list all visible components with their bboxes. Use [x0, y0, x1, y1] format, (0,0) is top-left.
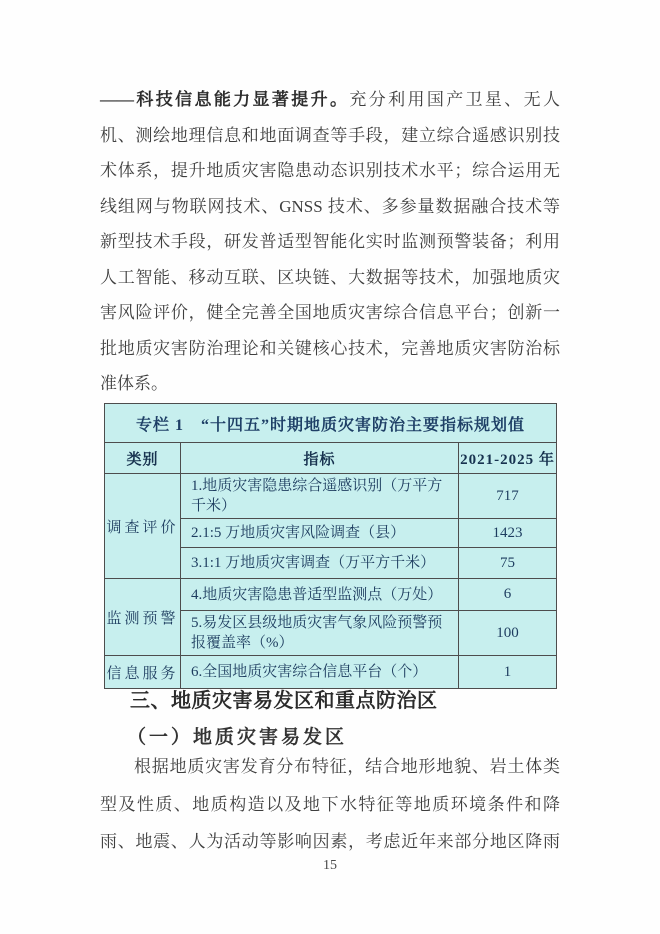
value-cell: 75	[459, 548, 557, 579]
plan-indicator-table	[104, 403, 557, 689]
body-line: 根据地质灾害发育分布特征，结合地形地貌、岩土体类	[134, 757, 560, 776]
body-line	[100, 82, 560, 118]
body-line: 准体系。	[100, 374, 168, 393]
value-cell: 717	[459, 474, 557, 519]
body-line: 术体系，提升地质灾害隐患动态识别技术水平；综合运用无	[100, 161, 560, 180]
section-subheading: （一）地质灾害易发区	[127, 727, 348, 748]
value-cell: 1423	[459, 519, 557, 548]
table-row	[105, 579, 557, 611]
body-line: 害风险评价，健全完善全国地质灾害综合信息平台；创新一	[100, 303, 560, 322]
indicator-cell: 1.地质灾害隐患综合遥感识别（万平方千米）	[181, 474, 459, 519]
body-line: 线组网与物联网技术、GNSS 技术、多参量数据融合技术等	[100, 196, 560, 216]
value-cell: 100	[459, 611, 557, 656]
table-header-row	[105, 443, 557, 474]
value-cell: 1	[459, 656, 557, 689]
indicator-cell: 5.易发区县级地质灾害气象风险预警预报覆盖率（%）	[181, 611, 459, 656]
table-title: 专栏 1 “十四五”时期地质灾害防治主要指标规划值	[105, 404, 557, 443]
body-line: 机、测绘地理信息和地面调查等手段，建立综合遥感识别技	[100, 125, 560, 145]
indicator-cell: 4.地质灾害隐患普适型监测点（万处）	[181, 579, 459, 611]
category-survey-evaluation: 调查评价	[105, 474, 181, 579]
category-info-service: 信息服务	[105, 656, 181, 689]
column-header-category: 类别	[105, 443, 181, 474]
paragraph-lead-rest: 充分利用国产卫星、无人	[349, 90, 561, 109]
body-line: 人工智能、移动互联、区块链、大数据等技术，加强地质灾	[100, 267, 560, 287]
indicator-cell: 3.1:1 万地质灾害调查（万平方千米）	[181, 548, 459, 579]
indicator-cell: 2.1:5 万地质灾害风险调查（县）	[181, 519, 459, 548]
body-line: 新型技术手段，研发普适型智能化实时监测预警装备；利用	[100, 232, 560, 251]
body-line: 雨、地震、人为活动等影响因素，考虑近年来部分地区降雨	[100, 832, 560, 851]
body-line: 型及性质、地质构造以及地下水特征等地质环境条件和降	[100, 794, 560, 814]
column-header-period: 2021-2025 年	[459, 443, 557, 474]
indicator-cell: 6.全国地质灾害综合信息平台（个）	[181, 656, 459, 689]
paragraph-lead-bold: ——科技信息能力显著提升。	[100, 90, 350, 109]
paragraph-tech-capability	[100, 82, 560, 402]
body-line: 批地质灾害防治理论和关键核心技术，完善地质灾害防治标	[100, 338, 560, 358]
column-header-indicator: 指标	[181, 443, 459, 474]
category-monitor-warning: 监测预警	[105, 579, 181, 656]
table-row	[105, 474, 557, 519]
value-cell: 6	[459, 579, 557, 611]
paragraph-prone-areas	[100, 748, 560, 861]
section-heading: 三、地质灾害易发区和重点防治区	[130, 690, 438, 712]
table-title-row	[105, 404, 557, 443]
page-number: 15	[323, 858, 337, 873]
